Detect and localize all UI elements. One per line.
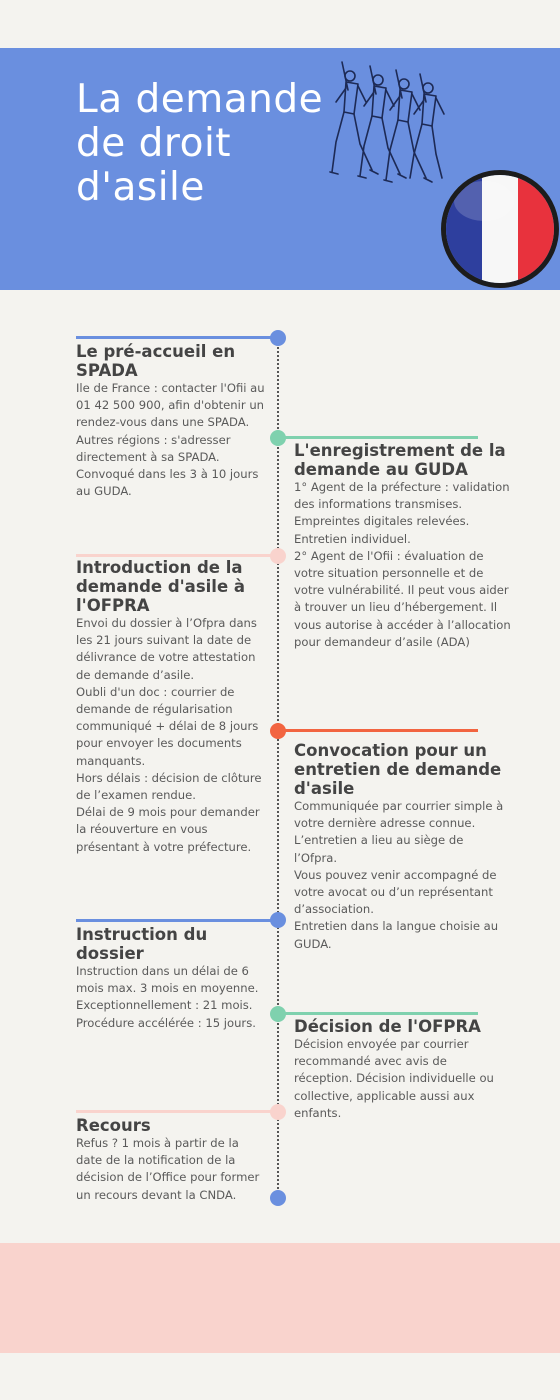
footer-band — [0, 1243, 560, 1353]
step-text: Autres régions : s'adresser directement à sa SPADA. — [76, 432, 231, 464]
step-text: 2° Agent de l'Ofii : évaluation de votre situation personnelle et de votre vulnérabilité. Il peut vous aider à trouver un lieu d’hébergement. Il vous autorise à accéder à l’allocation pour demandeur d’asile (ADA) — [294, 548, 511, 649]
step-3-dot — [270, 548, 286, 564]
step-2-bar — [280, 436, 478, 439]
step-text: Vous pouvez venir accompagné de votre avocat ou d’un représentant d’association. — [294, 867, 497, 917]
step-text: Oubli d'un doc : courrier de demande de régularisation communiqué + délai de 8 jours pour envoyer les documents manquants. — [76, 684, 259, 768]
step-text: Envoi du dossier à l’Ofpra dans les 21 jours suivant la date de délivrance de votre attestation de demande d’asile. — [76, 616, 257, 682]
step-7-dot — [270, 1104, 286, 1120]
french-flag-badge — [441, 170, 559, 288]
step-text: Hors délais : décision de clôture de l’examen rendue. — [76, 770, 262, 803]
step-text: Communiquée par courrier simple à votre dernière adresse connue. — [294, 799, 504, 831]
flag-shine — [454, 181, 514, 221]
step-title: Introduction de la demande d'asile à l'OFPRA — [76, 558, 246, 615]
step-convocation — [294, 741, 508, 953]
step-instruction — [76, 925, 266, 1032]
step-text: Refus ? 1 mois à partir de la date de la notification de la décision de l’Office pour former un recours devant la CNDA. — [76, 1136, 260, 1202]
step-text: 1° Agent de la préfecture : validation des informations transmises. Empreintes digitales relevées. Entretien individuel. — [294, 480, 510, 546]
flag-red-stripe — [518, 175, 554, 283]
step-title: Décision de l'OFPRA — [294, 1017, 481, 1036]
step-text: Délai de 9 mois pour demander la réouverture en vous présentant à votre préfecture. — [76, 805, 260, 854]
step-5-bar — [76, 919, 276, 922]
step-recours — [76, 1116, 266, 1204]
step-introduction — [76, 558, 266, 856]
step-4-bar — [280, 729, 478, 732]
step-title: Instruction du dossier — [76, 925, 208, 963]
page-title: La demande de droit d'asile — [76, 77, 324, 210]
hero-banner — [0, 48, 560, 290]
step-1-bar — [76, 336, 276, 339]
step-text: Instruction dans un délai de 6 mois max. 3 mois en moyenne. — [76, 964, 259, 996]
step-1-dot — [270, 330, 286, 346]
timeline-line — [277, 340, 279, 1200]
marching-soldiers-illustration — [322, 54, 452, 194]
step-3-bar — [76, 554, 276, 557]
step-7-bar — [76, 1110, 276, 1113]
step-title: Recours — [76, 1116, 151, 1135]
step-decision — [294, 1017, 494, 1122]
step-enregistrement — [294, 441, 516, 651]
step-title: L'enregistrement de la demande au GUDA — [294, 441, 506, 479]
step-text: Décision envoyée par courrier recommandé avec avis de réception. Décision individuelle ou collective, applicable aussi aux enfants. — [294, 1037, 494, 1120]
step-text: Convoqué dans les 3 à 10 jours au GUDA. — [76, 467, 259, 499]
step-text: Ile de France : contacter l'Ofii au 01 42 500 900, afin d'obtenir un rendez-vous dans une SPADA. — [76, 381, 265, 430]
step-6-bar — [280, 1012, 478, 1015]
step-text: Exceptionnellement : 21 mois. — [76, 998, 253, 1013]
step-text: Entretien dans la langue choisie au GUDA. — [294, 919, 499, 951]
step-text: Procédure accélérée : 15 jours. — [76, 1015, 256, 1030]
step-text: L’entretien a lieu au siège de l’Ofpra. — [294, 833, 464, 865]
step-5-dot — [270, 912, 286, 928]
step-title: Convocation pour un entretien de demande d'asile — [294, 741, 502, 798]
timeline-end-dot — [270, 1190, 286, 1206]
step-pre-accueil — [76, 342, 272, 500]
step-title: Le pré-accueil en SPADA — [76, 342, 236, 380]
